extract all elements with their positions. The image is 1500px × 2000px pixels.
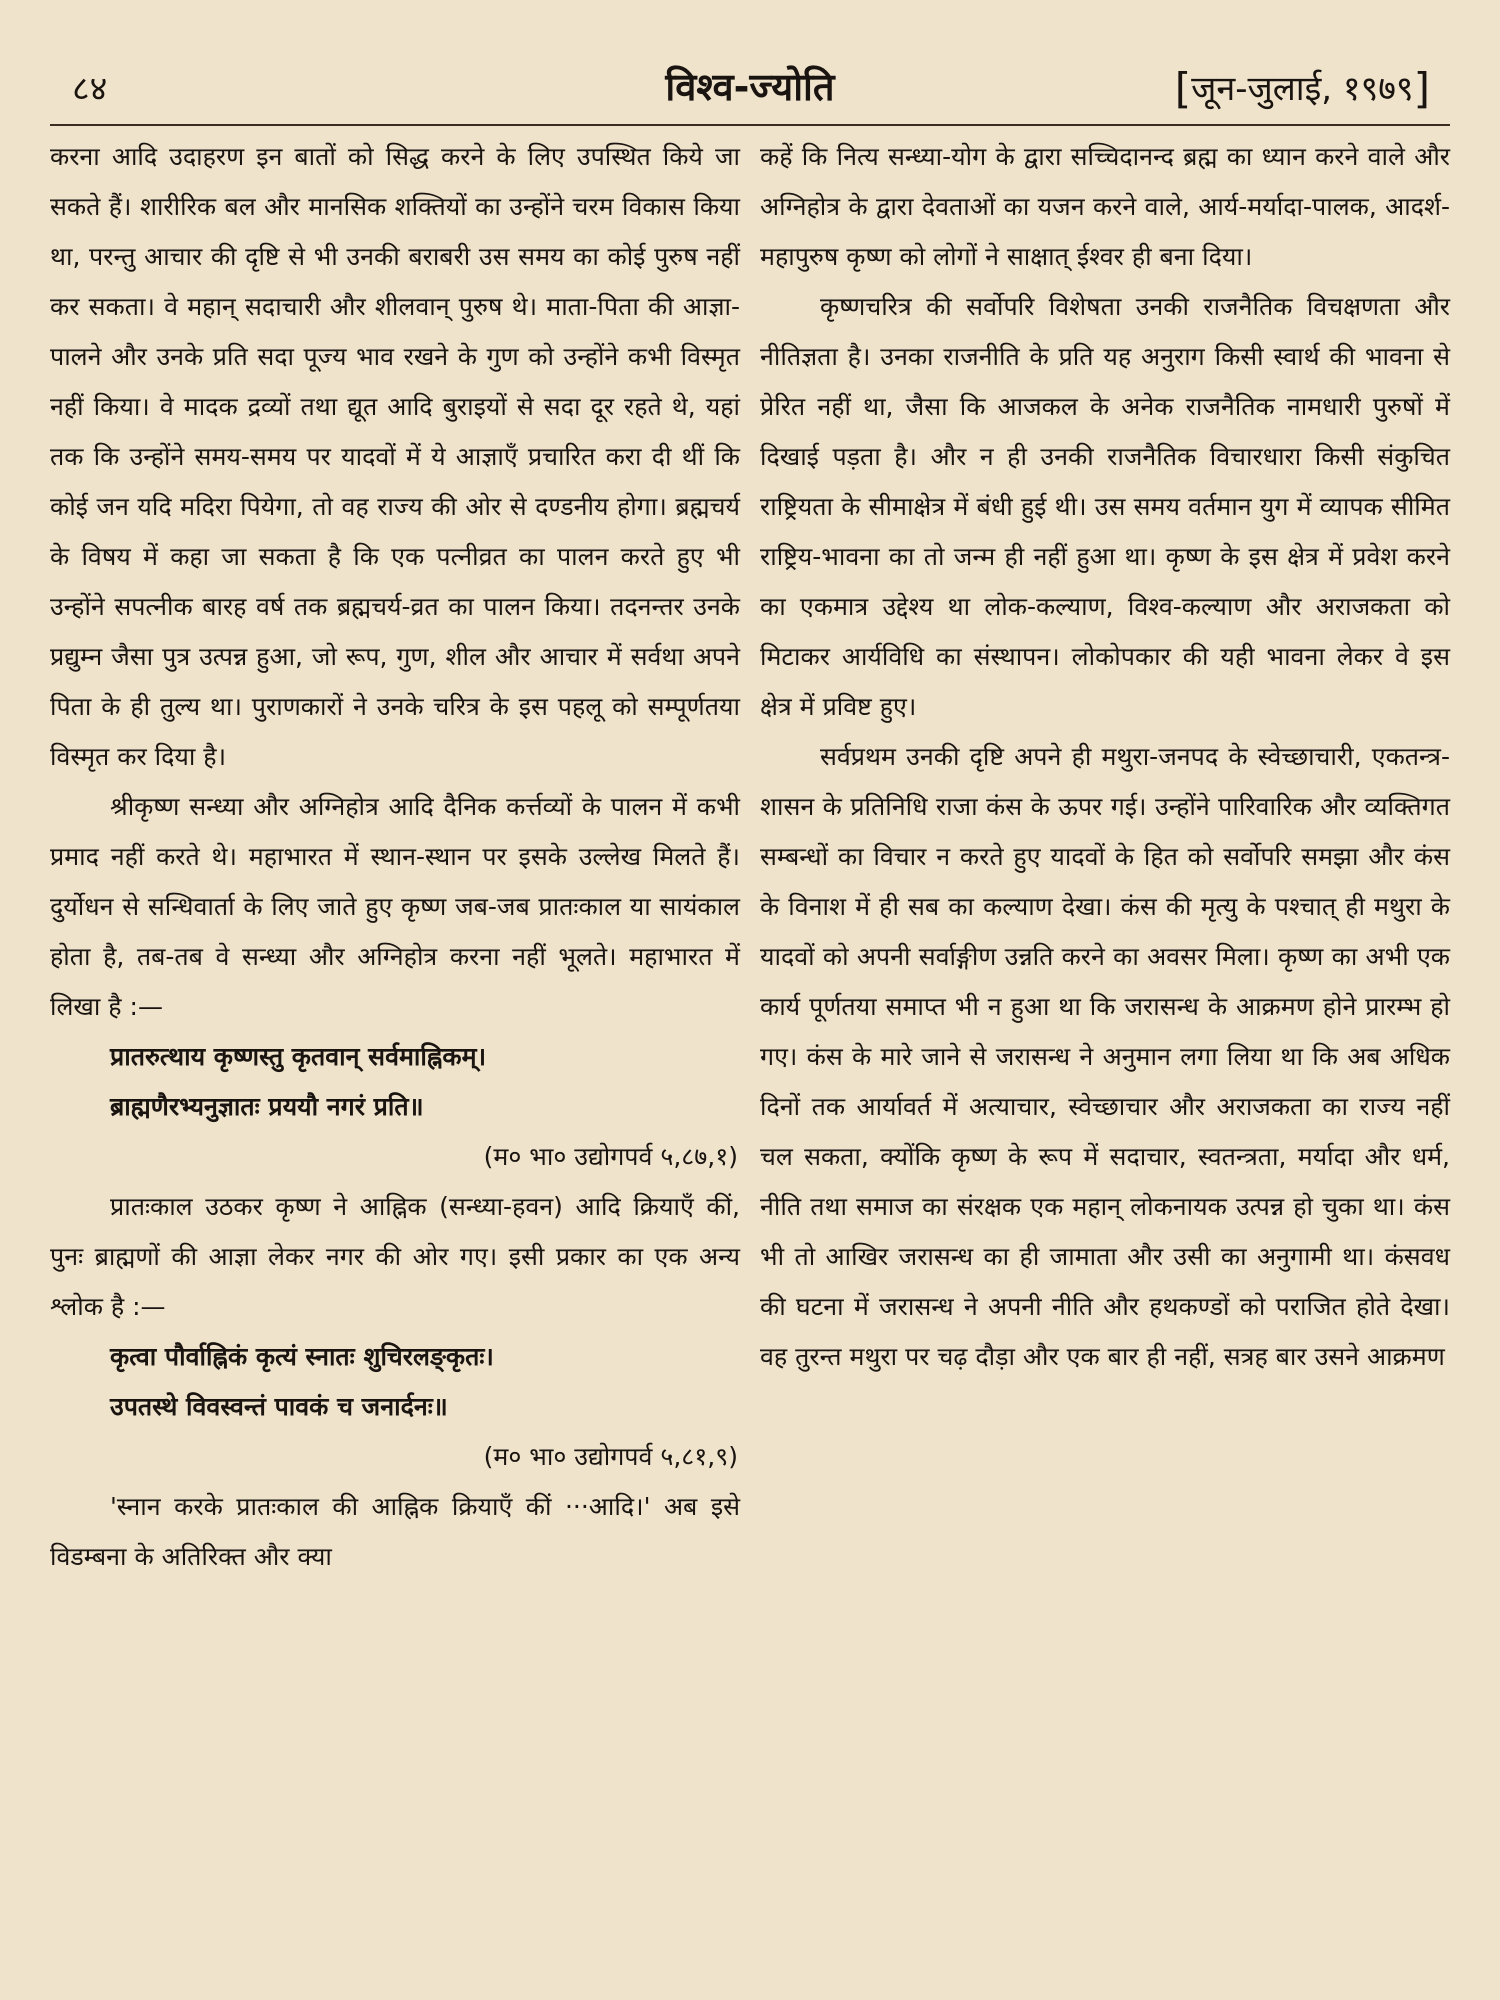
verse-2-line-2: उपतस्थे विवस्वन्तं पावकं च जनार्दनः॥ — [110, 1392, 448, 1421]
page-number: ८४ — [72, 69, 108, 109]
right-paragraph-2: कृष्णचरित्र की सर्वोपरि विशेषता उनकी राजनैतिक विचक्षणता और नीतिज्ञता है। उनका राजनीति के प्रति यह अनुराग किसी स्वार्थ की भावना से प्रेरित नहीं था, जैसा कि आजकल के अनेक राजनैतिक नामधारी पुरुषों में दिखाई पड़ता है। और न ही उनकी राजनैतिक विचारधारा किसी संकुचित राष्ट्रियता के सीमाक्षेत्र में बंधी हुई थी। उस समय वर्तमान युग में व्यापक सीमित राष्ट्रिय-भावना का तो जन्म ही नहीं हुआ था। कृष्ण के इस क्षेत्र में प्रवेश करने का एकमात्र उद्देश्य था लोक-कल्याण, विश्व-कल्याण और अराजकता को मिटाकर आर्यविधि का संस्थापन। लोकोपकार की यही भावना लेकर वे इस क्षेत्र में प्रविष्ट हुए। — [760, 292, 1450, 721]
issue-date: [जून-जुलाई, १९७९] — [1174, 64, 1430, 113]
verse-2-reference: (म० भा० उद्योगपर्व ५,८१,९) — [483, 1442, 738, 1471]
verse-1-line-1: प्रातरुत्थाय कृष्णस्तु कृतवान् सर्वमाह्निकम्। — [110, 1042, 487, 1071]
page-header — [50, 60, 1450, 120]
verse-1-line-2: ब्राह्मणैरभ्यनुज्ञातः प्रययौ नगरं प्रति॥ — [110, 1092, 424, 1121]
header-divider — [50, 124, 1450, 126]
right-paragraph-3: सर्वप्रथम उनकी दृष्टि अपने ही मथुरा-जनपद के स्वेच्छाचारी, एकतन्त्र-शासन के प्रतिनिधि राजा कंस के ऊपर गई। उन्होंने पारिवारिक और व्यक्तिगत सम्बन्धों का विचार न करते हुए यादवों के हित को सर्वोपरि समझा और कंस के विनाश में ही सब का कल्याण देखा। कंस की मृत्यु के पश्चात् ही मथुरा के यादवों को अपनी सर्वाङ्गीण उन्नति करने का अवसर मिला। कृष्ण का अभी एक कार्य पूर्णतया समाप्त भी न हुआ था कि जरासन्ध के आक्रमण होने प्रारम्भ हो गए। कंस के मारे जाने से जरासन्ध ने अनुमान लगा लिया था कि अब अधिक दिनों तक आर्यावर्त में अत्याचार, स्वेच्छाचार और अराजकता का राज्य नहीं चल सकता, क्योंकि कृष्ण के रूप में सदाचार, स्वतन्त्रता, मर्यादा और धर्म, नीति तथा समाज का संरक्षक एक महान् लोकनायक उत्पन्न हो चुका था। कंस भी तो आखिर जरासन्ध का ही जामाता और उसी का अनुगामी था। कंसवध की घटना में जरासन्ध ने अपनी नीति और हथकण्डों को पराजित होते देखा। वह तुरन्त मथुरा पर चढ़ दौड़ा और एक बार ही नहीं, सत्रह बार उसने आक्रमण — [760, 742, 1450, 1371]
text-columns — [50, 132, 1450, 1582]
issue-date-text: जून-जुलाई, १९७९ — [1191, 69, 1414, 109]
left-column — [50, 132, 740, 1582]
magazine-title: विश्व-ज्योति — [665, 65, 835, 109]
left-paragraph-2: श्रीकृष्ण सन्ध्या और अग्निहोत्र आदि दैनिक कर्त्तव्यों के पालन में कभी प्रमाद नहीं करते थे। महाभारत में स्थान-स्थान पर इसके उल्लेख मिलते हैं। दुर्योधन से सन्धिवार्ता के लिए जाते हुए कृष्ण जब-जब प्रातःकाल या सायंकाल होता है, तब-तब वे सन्ध्या और अग्निहोत्र करना नहीं भूलते। महाभारत में लिखा है :— — [50, 792, 740, 1021]
left-paragraph-1: करना आदि उदाहरण इन बातों को सिद्ध करने के लिए उपस्थित किये जा सकते हैं। शारीरिक बल और मानसिक शक्तियों का उन्होंने चरम विकास किया था, परन्तु आचार की दृष्टि से भी उनकी बराबरी उस समय का कोई पुरुष नहीं कर सकता। वे महान् सदाचारी और शीलवान् पुरुष थे। माता-पिता की आज्ञा-पालने और उनके प्रति सदा पूज्य भाव रखने के गुण को उन्होंने कभी विस्मृत नहीं किया। वे मादक द्रव्यों तथा द्यूत आदि बुराइयों से सदा दूर रहते थे, यहां तक कि उन्होंने समय-समय पर यादवों में ये आज्ञाएँ प्रचारित करा दी थीं कि कोई जन यदि मदिरा पियेगा, तो वह राज्य की ओर से दण्डनीय होगा। ब्रह्मचर्य के विषय में कहा जा सकता है कि एक पत्नीव्रत का पालन करते हुए भी उन्होंने सपत्नीक बारह वर्ष तक ब्रह्मचर्य-व्रत का पालन किया। तदनन्तर उनके प्रद्युम्न जैसा पुत्र उत्पन्न हुआ, जो रूप, गुण, शील और आचार में सर्वथा अपने पिता के ही तुल्य था। पुराणकारों ने उनके चरित्र के इस पहलू को सम्पूर्णतया विस्मृत कर दिया है। — [50, 142, 740, 771]
verse-2-line-1: कृत्वा पौर्वाह्निकं कृत्यं स्नातः शुचिरलङ्कृतः। — [110, 1342, 494, 1371]
right-column — [760, 132, 1450, 1582]
left-paragraph-4: 'स्नान करके प्रातःकाल की आह्निक क्रियाएँ कीं ···आदि।' अब इसे विडम्बना के अतिरिक्त और क्या — [50, 1492, 740, 1571]
verse-1-reference: (म० भा० उद्योगपर्व ५,८७,१) — [483, 1142, 738, 1171]
left-paragraph-3: प्रातःकाल उठकर कृष्ण ने आह्निक (सन्ध्या-हवन) आदि क्रियाएँ कीं, पुनः ब्राह्मणों की आज्ञा लेकर नगर की ओर गए। इसी प्रकार का एक अन्य श्लोक है :— — [50, 1192, 740, 1321]
right-paragraph-1: कहें कि नित्य सन्ध्या-योग के द्वारा सच्चिदानन्द ब्रह्म का ध्यान करने वाले और अग्निहोत्र के द्वारा देवताओं का यजन करने वाले, आर्य-मर्यादा-पालक, आदर्श-महापुरुष कृष्ण को लोगों ने साक्षात् ईश्वर ही बना दिया। — [760, 142, 1450, 271]
